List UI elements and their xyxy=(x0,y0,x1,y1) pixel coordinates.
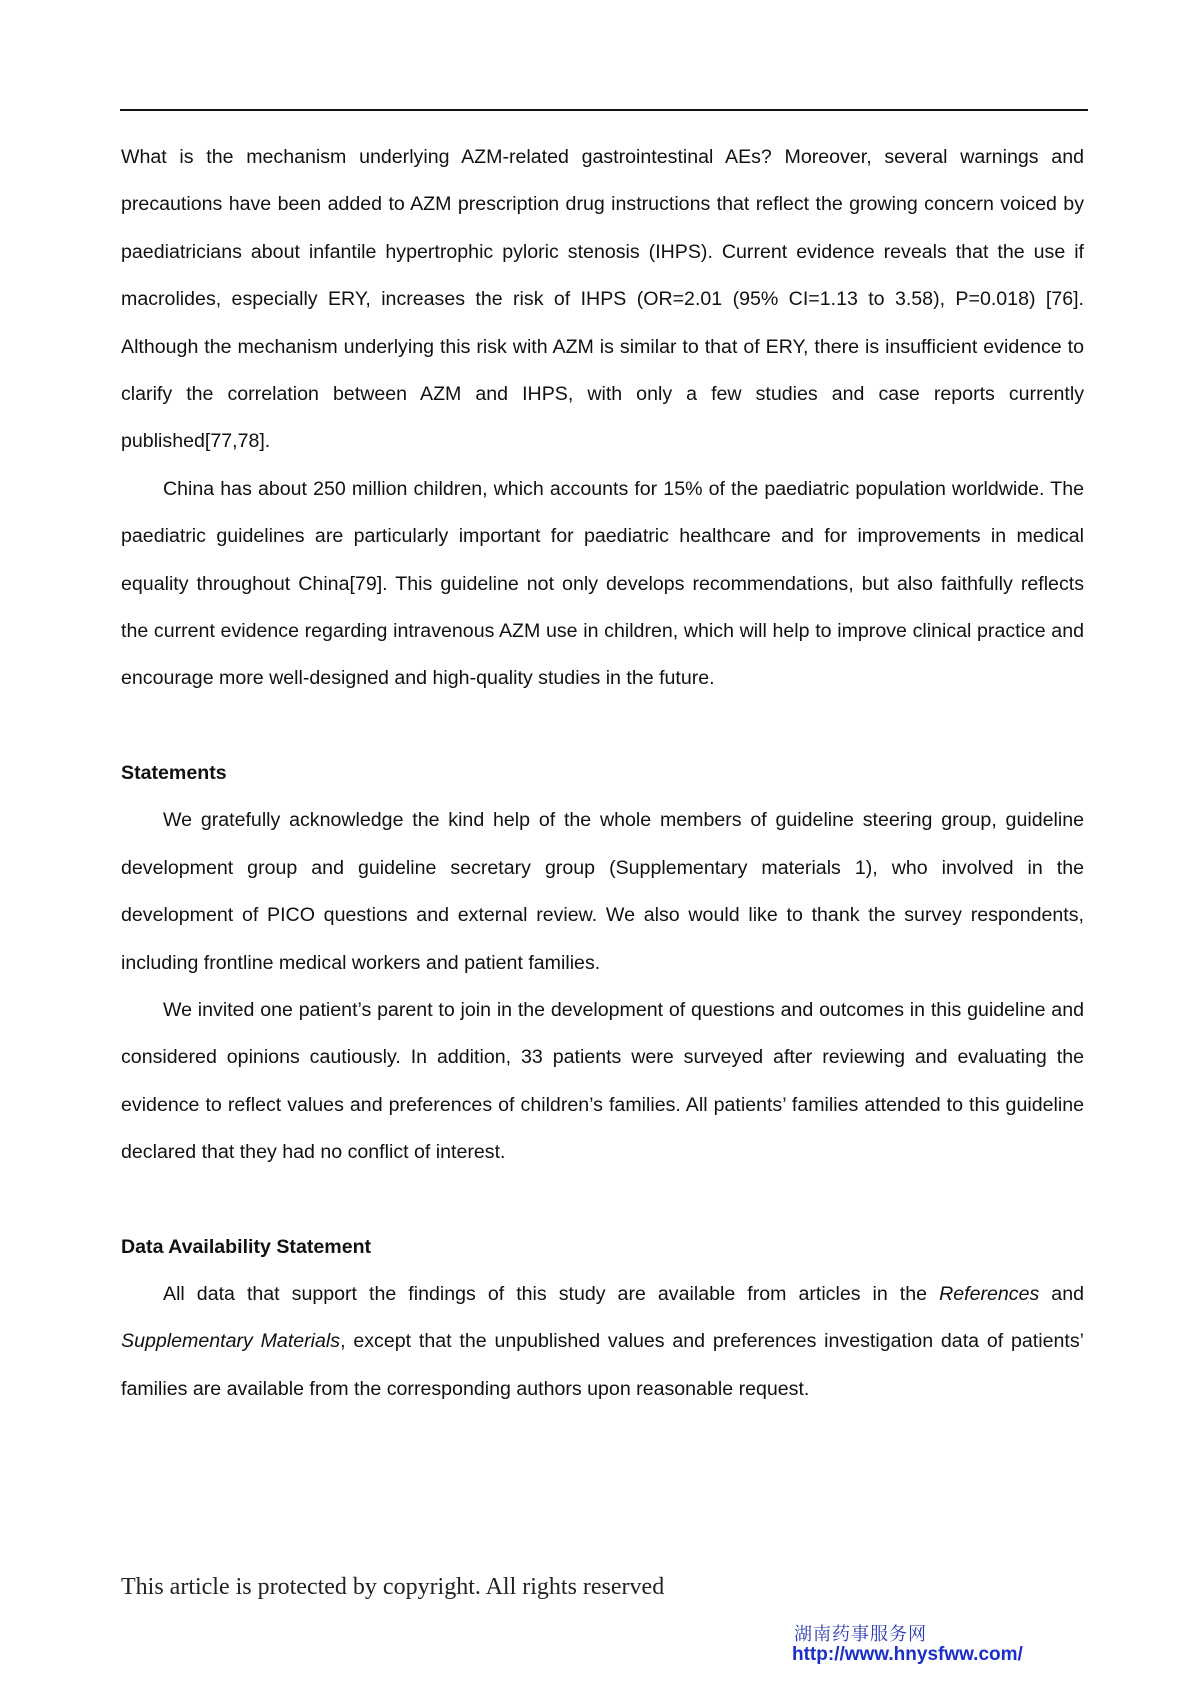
section-gap xyxy=(121,703,1084,750)
data-availability-text: and xyxy=(1039,1282,1084,1305)
supplementary-materials-term: Supplementary Materials xyxy=(121,1330,341,1353)
paragraph-china-children: China has about 250 million children, which accounts for 15% of the paediatric population worldwide. The paediatric guidelines are particularly important for paediatric healthcare and for improvements in medical equality throughout China[79]. This guideline not only develops recommendations, but also faithfully reflects the current evidence regarding intravenous AZM use in children, which will help to improve clinical practice and encourage more well-designed and high-quality studies in the future. xyxy=(121,477,1084,690)
watermark-url[interactable]: http://www.hnysfww.com/ xyxy=(792,1644,1023,1665)
statements-acknowledgement: We gratefully acknowledge the kind help of the whole members of guideline steering group, guideline development group and guideline secretary group (Supplementary materials 1), who involved in the development of PICO questions and external review. We also would like to thank the survey respondents, including frontline medical workers and patient families. xyxy=(121,809,1084,974)
header-rule xyxy=(120,109,1088,111)
data-availability-heading: Data Availability Statement xyxy=(121,1235,372,1258)
section-gap xyxy=(121,1177,1084,1224)
data-availability-text: , except that the unpublished values and preferences investigation data of patients’ families are available from the corresponding authors upon reasonable request. xyxy=(121,1330,1084,1400)
watermark-site-name: 湖南药事服务网 xyxy=(794,1624,927,1645)
data-availability-text: All data that support the findings of this study are available from articles in the xyxy=(163,1282,940,1305)
data-availability-paragraph xyxy=(121,1271,1084,1413)
body-text xyxy=(121,134,1084,1413)
statements-patient-involvement: We invited one patient’s parent to join in the development of questions and outcomes in this guideline and considered opinions cautiously. In addition, 33 patients were surveyed after reviewing and evaluating the evidence to reflect values and preferences of children’s families. All patients’ families attended to this guideline declared that they had no conflict of interest. xyxy=(121,998,1084,1164)
paragraph-ihps: What is the mechanism underlying AZM-related gastrointestinal AEs? Moreover, several warnings and precautions have been added to AZM prescription drug instructions that reflect the growing concern voiced by paediatricians about infantile hypertrophic pyloric stenosis (IHPS). Current evidence reveals that the use if macrolides, especially ERY, increases the risk of IHPS (OR=2.01 (95% CI=1.13 to 3.58), P=0.018) [76]. Although the mechanism underlying this risk with AZM is similar to that of ERY, there is insufficient evidence to clarify the correlation between AZM and IHPS, with only a few studies and case reports currently published[77,78]. xyxy=(121,146,1084,453)
copyright-notice: This article is protected by copyright. All rights reserved xyxy=(121,1574,665,1600)
references-term: References xyxy=(939,1282,1040,1305)
statements-heading: Statements xyxy=(121,761,227,784)
